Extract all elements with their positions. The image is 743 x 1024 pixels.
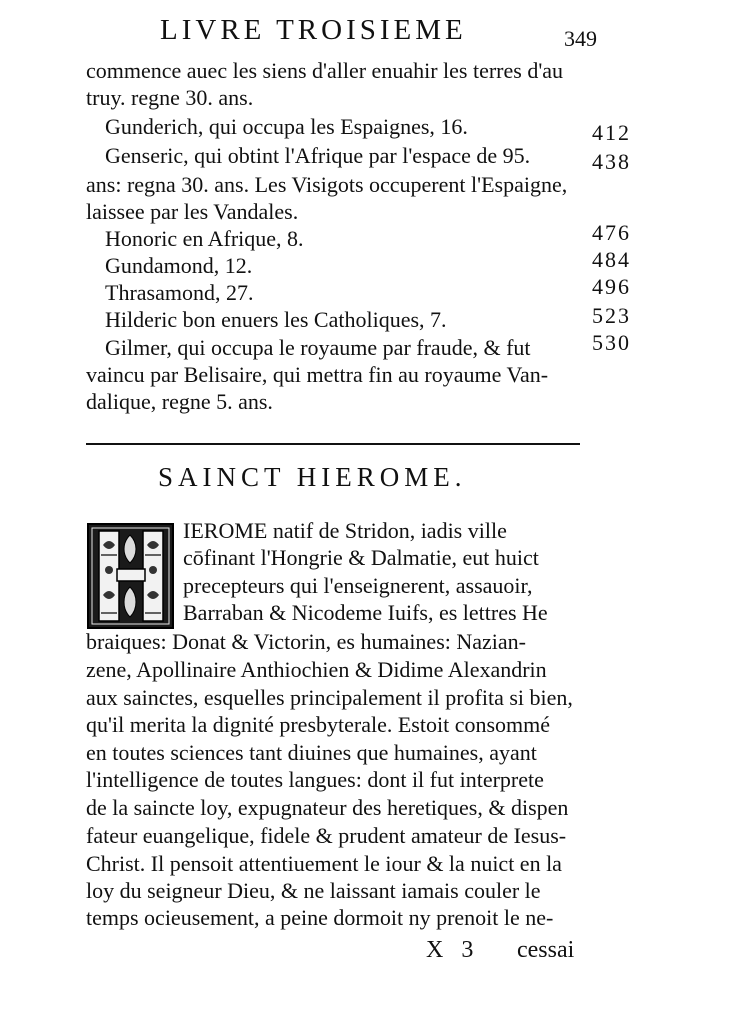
list-line: Gundamond, 12. xyxy=(105,253,253,278)
list-line: ans: regna 30. ans. Les Visigots occuperent l'Espaigne, xyxy=(86,172,568,197)
catchword: cessai xyxy=(517,937,575,963)
body-line: qu'il merita la dignité presbyterale. Estoit consommé xyxy=(86,712,551,737)
body-line: loy du seigneur Dieu, & ne laissant iamais couler le xyxy=(86,878,541,903)
running-head: LIVRE TROISIEME xyxy=(160,14,467,46)
body-line: Christ. Il pensoit attentiuement le iour & la nuict en la xyxy=(86,851,562,876)
list-line: laissee par les Vandales. xyxy=(86,199,299,224)
body-line: temps ocieusement, a peine dormoit ny prenoit le ne- xyxy=(86,905,554,930)
ornamental-letter-h-icon xyxy=(87,523,174,629)
margin-year: 484 xyxy=(592,247,631,272)
list-line: Hilderic bon enuers les Catholiques, 7. xyxy=(105,307,447,332)
body-line: precepteurs qui l'enseignerent, assauoir, xyxy=(183,573,533,598)
list-line: commence auec les siens d'aller enuahir les terres d'au xyxy=(86,58,564,83)
dropcap-artwork xyxy=(89,525,172,627)
margin-year: 476 xyxy=(592,220,631,245)
margin-year: 530 xyxy=(592,330,631,355)
margin-year: 496 xyxy=(592,274,631,299)
body-line: zene, Apollinaire Anthiochien & Didime Alexandrin xyxy=(86,657,547,682)
body-line: braiques: Donat & Victorin, es humaines: Nazian- xyxy=(86,629,526,654)
signature-mark: X 3 xyxy=(426,937,480,963)
list-line: vaincu par Belisaire, qui mettra fin au royaume Van- xyxy=(86,362,549,387)
section-divider xyxy=(86,443,580,445)
body-line: en toutes sciences tant diuines que humaines, ayant xyxy=(86,740,537,765)
body-line: Barraban & Nicodeme Iuifs, es lettres He xyxy=(183,600,548,625)
body-line: de la saincte loy, expugnateur des heretiques, & dispen xyxy=(86,795,569,820)
list-line: Honoric en Afrique, 8. xyxy=(105,226,304,251)
margin-year: 523 xyxy=(592,303,631,328)
list-line: Genseric, qui obtint l'Afrique par l'espace de 95. xyxy=(105,143,531,168)
section-title: SAINCT HIEROME. xyxy=(158,462,467,492)
list-line: Gunderich, qui occupa les Espaignes, 16. xyxy=(105,114,468,139)
body-line: cōfinant l'Hongrie & Dalmatie, eut huict xyxy=(183,545,539,570)
body-line: IEROME natif de Stridon, iadis ville xyxy=(183,518,507,543)
margin-year: 412 xyxy=(592,120,631,145)
body-line: l'intelligence de toutes langues: dont il fut interprete xyxy=(86,767,544,792)
body-line: fateur euangelique, fidele & prudent amateur de Iesus- xyxy=(86,823,567,848)
body-line: aux sainctes, esquelles principalement il profita si bien, xyxy=(86,685,573,710)
page-number: 349 xyxy=(564,26,597,51)
list-line: Thrasamond, 27. xyxy=(105,280,254,305)
list-line: Gilmer, qui occupa le royaume par fraude, & fut xyxy=(105,335,531,360)
list-line: dalique, regne 5. ans. xyxy=(86,389,273,414)
list-line: truy. regne 30. ans. xyxy=(86,85,254,110)
margin-year: 438 xyxy=(592,149,631,174)
